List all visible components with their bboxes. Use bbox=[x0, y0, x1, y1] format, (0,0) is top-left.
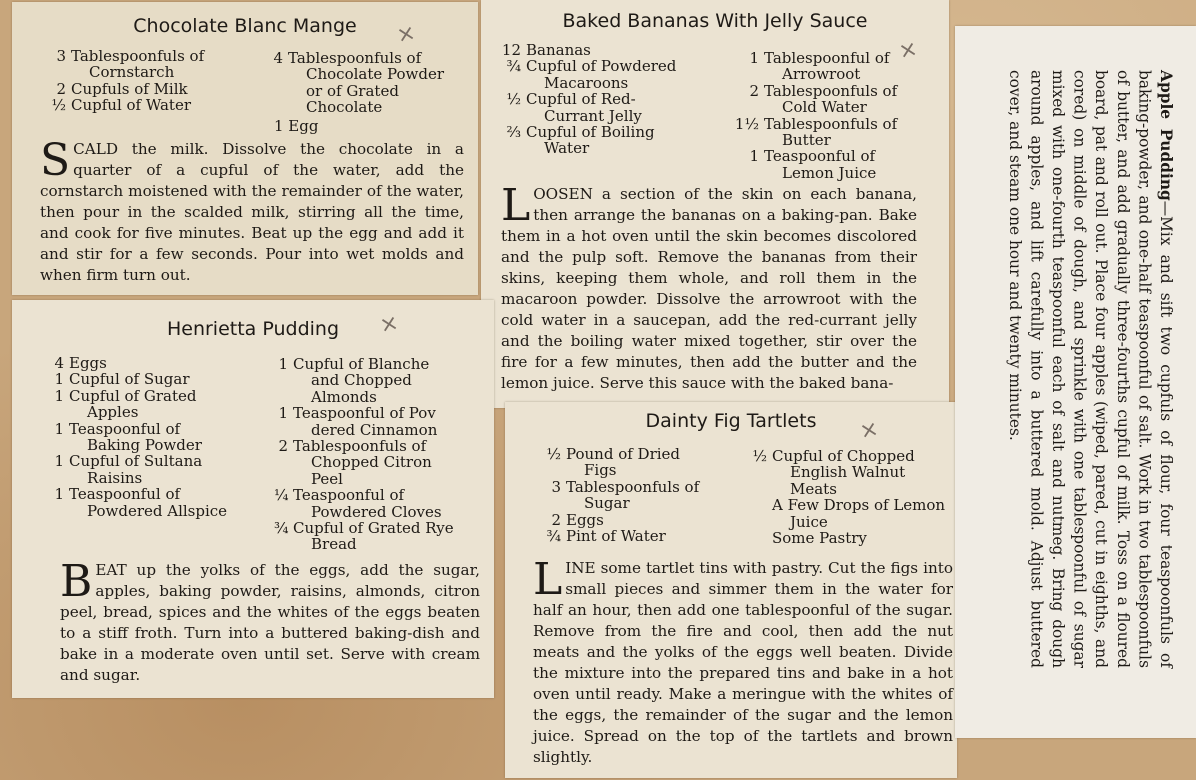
ingredient-quantity: 1 bbox=[278, 404, 288, 423]
ingredient-quantity: 4 bbox=[273, 49, 283, 67]
ingredient-line: or of Grated bbox=[306, 81, 399, 100]
ingredients-right bbox=[274, 356, 454, 553]
clipping-dainty-fig-tartlets bbox=[505, 402, 957, 778]
ingredient-name bbox=[293, 405, 437, 438]
ingredient-line: Tablespoonfuls of bbox=[288, 49, 422, 67]
ingredient-quantity: ¼ bbox=[274, 486, 289, 505]
ingredient-item bbox=[274, 520, 454, 553]
ingredient-item bbox=[751, 448, 945, 497]
ingredient-line: Meats bbox=[790, 479, 837, 498]
ingredient-item bbox=[44, 81, 204, 97]
ingredient-item bbox=[50, 453, 227, 486]
ingredient-item bbox=[733, 116, 897, 149]
ingredient-quantity: 1 bbox=[278, 355, 288, 373]
ingredient-quantity: 3 bbox=[551, 477, 561, 496]
ingredient-item bbox=[274, 405, 454, 438]
ingredient-name bbox=[288, 50, 444, 116]
ingredient-egg: 1 Egg bbox=[274, 117, 319, 135]
ingredient-line: A Few Drops of Lemon bbox=[772, 496, 946, 515]
ingredient-item bbox=[531, 512, 699, 528]
ingredients-left bbox=[44, 48, 204, 114]
ingredient-line: Baking Powder bbox=[87, 436, 202, 455]
ingredient-name bbox=[69, 371, 190, 387]
ingredient-name bbox=[526, 58, 676, 91]
ingredient-line: Tablespoonfuls of bbox=[293, 437, 427, 456]
ingredient-item bbox=[501, 58, 676, 91]
ingredient-item bbox=[44, 97, 204, 113]
ingredients-right bbox=[733, 50, 897, 181]
ingredient-line: Eggs bbox=[69, 354, 107, 372]
ingredient-line: Cupful of Grated Rye bbox=[293, 519, 454, 538]
ingredient-name bbox=[69, 355, 107, 371]
ingredient-item bbox=[751, 530, 945, 546]
recipe-title: Apple Pudding bbox=[1157, 70, 1175, 201]
clipping-henrietta-pudding bbox=[12, 300, 494, 698]
ingredient-line: Powdered Allspice bbox=[87, 501, 228, 520]
ingredient-line: Tablespoonfuls of bbox=[764, 81, 898, 100]
ingredient-name bbox=[526, 42, 591, 58]
ingredient-line: English Walnut bbox=[790, 463, 906, 482]
ingredient-line: Sugar bbox=[584, 494, 630, 513]
ingredient-quantity: 1 bbox=[54, 386, 64, 405]
clipping-apple-pudding bbox=[955, 26, 1196, 738]
recipe-title: Baked Bananas With Jelly Sauce bbox=[562, 10, 868, 32]
ingredient-name bbox=[526, 124, 655, 157]
ingredient-quantity: 1 bbox=[54, 370, 64, 389]
ingredient-item bbox=[501, 42, 676, 58]
ingredient-quantity: 1 bbox=[54, 419, 64, 438]
ingredient-name bbox=[566, 446, 680, 479]
ingredient-quantity: 3 bbox=[56, 47, 66, 65]
ingredient-item bbox=[50, 388, 227, 421]
ingredient-name bbox=[293, 487, 442, 520]
ingredient-quantity: 1 bbox=[749, 147, 759, 166]
ingredient-line: Butter bbox=[782, 131, 831, 150]
ingredient-item bbox=[531, 528, 699, 544]
ingredients-right bbox=[751, 448, 945, 546]
ingredient-item bbox=[733, 148, 897, 181]
ingredient-line: Cupful of Sultana bbox=[69, 452, 203, 471]
ingredient-line: Pint of Water bbox=[566, 527, 666, 546]
ingredient-item bbox=[733, 50, 897, 83]
ingredient-line: Figs bbox=[584, 461, 617, 480]
ingredient-line: Tablespoonfuls of bbox=[71, 47, 205, 65]
ingredient-name bbox=[526, 91, 642, 124]
ingredient-name bbox=[71, 97, 191, 113]
clipping-chocolate-blanc-mange bbox=[12, 2, 478, 295]
ingredient-line: Peel bbox=[311, 469, 343, 488]
ingredient-name bbox=[71, 81, 188, 97]
ingredient-quantity: ¾ bbox=[506, 57, 521, 76]
ingredient-item bbox=[274, 438, 454, 487]
ingredient-line: Teaspoonful of bbox=[69, 419, 181, 438]
ingredient-line: Chocolate Powder bbox=[306, 65, 445, 84]
ingredient-item bbox=[50, 486, 227, 519]
ingredient-item bbox=[274, 487, 454, 520]
recipe-directions: LINE some tartlet tins with pastry. Cut the figs into small pieces and simmer them in the water for half an hour, then add one tablespoonful of the sugar. Remove from the fire and cool, then add the nut meats and the yolks of the eggs well beaten. Divide the mixture into the prepared tins and bake in a hot oven until ready. Make a meringue with the whites of the eggs, the remainder of the sugar and the lemon juice. Spread on the top of the tartlets and brown slightly. bbox=[533, 554, 953, 766]
pencil-check-mark: × bbox=[394, 20, 418, 49]
ingredient-line: dered Cinnamon bbox=[311, 420, 438, 439]
ingredient-item bbox=[751, 497, 945, 530]
ingredient-name bbox=[566, 528, 666, 544]
ingredient-line: Teaspoonful of bbox=[69, 485, 181, 504]
recipe-title: Chocolate Blanc Mange bbox=[133, 15, 357, 37]
ingredients-right bbox=[269, 50, 444, 116]
ingredient-line: Cupful of Blanche bbox=[293, 355, 430, 373]
ingredient-quantity: 12 bbox=[501, 41, 521, 59]
ingredient-name bbox=[69, 388, 196, 421]
drop-cap: S bbox=[40, 135, 71, 186]
ingredient-item bbox=[50, 355, 227, 371]
ingredient-quantity: ¾ bbox=[274, 519, 289, 538]
ingredient-name bbox=[293, 438, 432, 487]
ingredient-item bbox=[531, 446, 699, 479]
ingredient-name bbox=[566, 479, 699, 512]
ingredient-item bbox=[269, 50, 444, 116]
ingredient-quantity bbox=[751, 497, 772, 530]
pencil-check-mark: × bbox=[896, 36, 920, 65]
ingredient-item bbox=[50, 421, 227, 454]
ingredient-line: Bananas bbox=[526, 41, 591, 59]
ingredient-quantity bbox=[751, 530, 772, 546]
ingredient-quantity: ½ bbox=[752, 447, 767, 465]
ingredient-line: Water bbox=[544, 139, 590, 158]
ingredient-quantity: 2 bbox=[749, 81, 759, 100]
ingredient-quantity: 1 bbox=[54, 452, 64, 471]
ingredient-item bbox=[501, 124, 676, 157]
ingredient-item bbox=[733, 83, 897, 116]
ingredient-line: Teaspoonful of Pov bbox=[293, 404, 436, 423]
ingredient-name bbox=[772, 497, 945, 530]
recipe-directions: Apple Pudding—Mix and sift two cupfuls of flour, four teaspoonfuls of baking-powder, and one-half teaspoonful of salt. Work in two tablespoonfuls of butter, and add gradually three-fourths cupful of milk. Toss on a floured board, pat and roll out. Place four apples (wiped, pared, cut in eighths, and cored) on middle of dough, and sprinkle with one tablespoonful of sugar mixed with one-fourth teaspoonful each of salt and nutmeg. Bring dough around apples, and lift carefully into a buttered mold. Adjust buttered cover, and steam one hour and twenty minutes. bbox=[1005, 70, 1175, 668]
ingredient-line: Cornstarch bbox=[89, 63, 175, 82]
ingredient-line: Some Pastry bbox=[772, 529, 867, 548]
ingredient-line: Almonds bbox=[311, 387, 377, 406]
ingredient-name bbox=[293, 520, 454, 553]
ingredient-line: Cupful of Water bbox=[71, 96, 191, 115]
ingredient-name bbox=[69, 486, 227, 519]
ingredient-name bbox=[764, 148, 876, 181]
ingredient-quantity: ½ bbox=[51, 96, 66, 115]
ingredient-line: Tablespoonfuls of bbox=[566, 477, 700, 496]
pencil-check-mark: × bbox=[377, 310, 401, 339]
ingredient-quantity: 2 bbox=[56, 79, 66, 98]
clipping-baked-bananas bbox=[481, 0, 949, 408]
ingredient-quantity: ¾ bbox=[546, 527, 561, 546]
ingredient-line: Teaspoonful of bbox=[764, 147, 876, 166]
ingredient-line: Cold Water bbox=[782, 98, 867, 117]
ingredient-quantity: 1 bbox=[749, 49, 759, 67]
ingredient-item bbox=[501, 91, 676, 124]
recipe-title: Henrietta Pudding bbox=[166, 318, 340, 340]
ingredient-line: Macaroons bbox=[544, 73, 629, 92]
recipe-directions: SCALD the milk. Dissolve the chocolate in a quarter of a cupful of the water, add the cornstarch moistened with the remainder of the water, then pour in the scalded milk, stirring all the time, and cook for five minutes. Beat up the egg and add it and stir for a few seconds. Pour into wet molds and when firm turn out. bbox=[40, 135, 464, 284]
ingredient-name bbox=[772, 530, 867, 546]
drop-cap: L bbox=[501, 180, 531, 231]
ingredient-name bbox=[293, 356, 429, 405]
ingredient-name bbox=[772, 448, 915, 497]
recipe-directions: LOOSEN a section of the skin on each banana, then arrange the bananas on a baking-pan. Bake them in a hot oven until the skin becomes discolored and the pulp soft. Remove the bananas from their skins, keeping them whole, and roll them in the macaroon powder. Dissolve the arrowroot with the cold water in a saucepan, add the red-currant jelly and the boiling water mixed together, stir over the fire for a few minutes, then add the butter and the lemon juice. Serve this sauce with the baked bana- bbox=[501, 180, 917, 392]
drop-cap: L bbox=[533, 554, 563, 605]
ingredient-line: and Chopped bbox=[311, 371, 412, 390]
ingredient-line: Chopped Citron bbox=[311, 453, 432, 472]
ingredient-line: Cupful of Boiling bbox=[526, 123, 655, 142]
ingredient-line: Currant Jelly bbox=[544, 106, 642, 125]
ingredient-line: Tablespoonfuls of bbox=[764, 114, 898, 133]
ingredient-line: Tablespoonful of bbox=[764, 49, 890, 67]
ingredient-quantity: 1½ bbox=[734, 114, 759, 133]
ingredient-line: Raisins bbox=[87, 468, 143, 487]
ingredient-item bbox=[274, 356, 454, 405]
ingredient-line: Cupful of Powdered bbox=[526, 57, 677, 76]
ingredient-quantity: ½ bbox=[506, 90, 521, 109]
ingredient-line: Chocolate bbox=[306, 98, 383, 117]
drop-cap: B bbox=[60, 556, 93, 607]
ingredient-item bbox=[44, 48, 204, 81]
recipe-title: Dainty Fig Tartlets bbox=[645, 410, 817, 432]
ingredient-item bbox=[50, 371, 227, 387]
recipe-directions: BEAT up the yolks of the eggs, add the sugar, apples, baking powder, raisins, almonds, citron peel, bread, spices and the whites of the eggs beaten to a stiff froth. Turn into a buttered baking-dish and bake in a moderate oven until set. Serve with cream and sugar. bbox=[60, 556, 480, 684]
ingredient-name bbox=[69, 421, 202, 454]
ingredient-item bbox=[531, 479, 699, 512]
ingredient-line: Powdered Cloves bbox=[311, 502, 442, 521]
ingredient-line: Cupful of Chopped bbox=[772, 447, 915, 465]
ingredient-name bbox=[764, 116, 897, 149]
ingredient-line: Cupful of Sugar bbox=[69, 370, 190, 389]
ingredient-line: Bread bbox=[311, 535, 357, 554]
ingredient-quantity: 2 bbox=[551, 510, 561, 529]
ingredient-line: Eggs bbox=[566, 510, 604, 529]
ingredient-name bbox=[764, 50, 889, 83]
ingredient-name bbox=[71, 48, 204, 81]
ingredient-line: Cupfuls of Milk bbox=[71, 79, 188, 98]
pencil-check-mark: × bbox=[857, 416, 881, 445]
ingredient-quantity: 2 bbox=[278, 437, 288, 456]
ingredient-line: Pound of Dried bbox=[566, 445, 681, 463]
ingredient-line: Juice bbox=[790, 512, 828, 531]
ingredient-name bbox=[566, 512, 604, 528]
ingredient-name bbox=[764, 83, 897, 116]
ingredient-line: Cupful of Red- bbox=[526, 90, 636, 109]
ingredient-line: Arrowroot bbox=[782, 65, 861, 84]
ingredients-left bbox=[501, 42, 676, 157]
ingredient-quantity: ⅔ bbox=[506, 123, 521, 142]
ingredient-line: Apples bbox=[87, 403, 139, 422]
ingredient-line: Cupful of Grated bbox=[69, 386, 197, 405]
ingredients-left bbox=[50, 355, 227, 519]
ingredient-quantity: ½ bbox=[546, 445, 561, 463]
ingredients-left bbox=[531, 446, 699, 544]
ingredient-quantity: 4 bbox=[54, 354, 64, 372]
ingredient-line: Lemon Juice bbox=[782, 163, 877, 182]
ingredient-name bbox=[69, 453, 202, 486]
ingredient-line: Teaspoonful of bbox=[293, 486, 405, 505]
ingredient-quantity: 1 bbox=[54, 485, 64, 504]
